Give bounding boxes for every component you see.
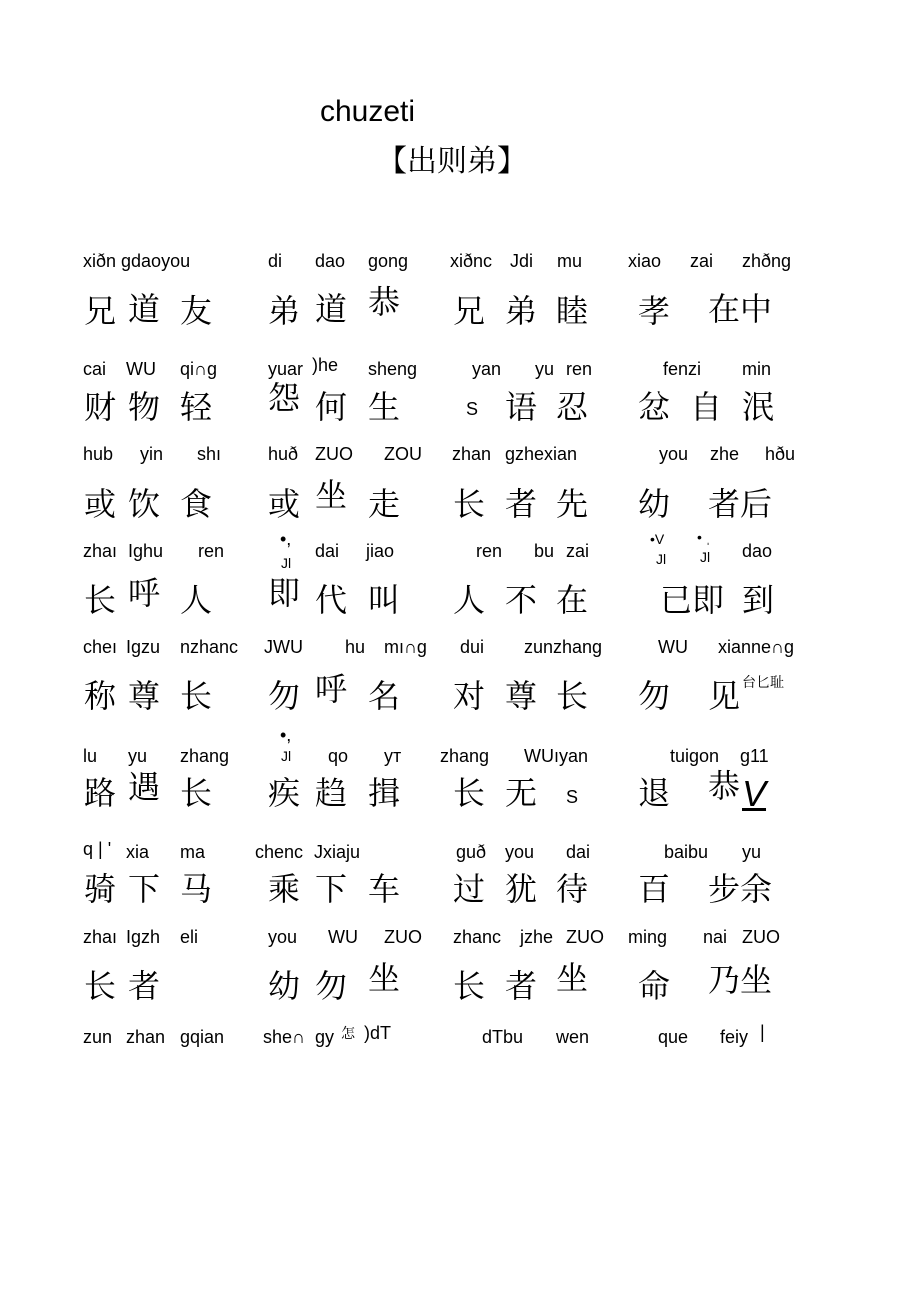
- pinyin: dTbu: [482, 1027, 524, 1047]
- pinyin: yu: [742, 842, 762, 862]
- hanzi: 名: [368, 677, 401, 715]
- pinyin: yт: [384, 746, 402, 766]
- hanzi: 者: [128, 967, 161, 1005]
- stray-mark: Jl: [281, 748, 292, 764]
- pinyin: ma: [180, 842, 206, 862]
- hanzi: 幼: [638, 485, 671, 523]
- hanzi: 语: [505, 388, 538, 426]
- pinyin: she∩: [263, 1027, 305, 1047]
- hanzi: 称: [84, 677, 117, 715]
- pinyin: gzhexian: [505, 444, 578, 464]
- pinyin: gqian: [180, 1027, 225, 1047]
- hanzi: 乘: [268, 870, 301, 908]
- pinyin: min: [742, 359, 772, 379]
- hanzi: 者: [505, 485, 538, 523]
- pinyin: xianne∩g: [718, 637, 794, 657]
- pinyin: ZUO: [566, 927, 604, 947]
- hanzi: 下: [128, 870, 161, 908]
- stray-mark: 怎: [341, 1025, 355, 1041]
- pinyin: yu: [128, 746, 148, 766]
- pinyin: tuigon: [670, 746, 720, 766]
- hanzi: 自: [690, 388, 723, 426]
- hanzi: 轻: [180, 388, 213, 426]
- hanzi: 勿: [315, 967, 348, 1005]
- hanzi: 长: [453, 967, 486, 1005]
- hanzi: 骑: [84, 870, 117, 908]
- hanzi: 到: [742, 581, 775, 619]
- hanzi: 不: [505, 581, 538, 619]
- stray-mark: • ˌ: [697, 529, 711, 545]
- pinyin: yin: [140, 444, 164, 464]
- pinyin: you: [505, 842, 535, 862]
- hanzi: 叫: [368, 581, 401, 619]
- pinyin: Jdi: [510, 251, 534, 271]
- hanzi: 车: [368, 870, 401, 908]
- hanzi: 泯: [742, 388, 775, 426]
- pinyin: dui: [460, 637, 485, 657]
- pinyin: chenc: [255, 842, 304, 862]
- hanzi: 呼: [128, 574, 161, 612]
- pinyin: gong: [368, 251, 409, 271]
- hanzi: 代: [315, 581, 348, 619]
- hanzi: 坐: [556, 959, 589, 997]
- hanzi: 先: [556, 485, 589, 523]
- hanzi: 退: [638, 774, 671, 812]
- hanzi: 下: [315, 870, 348, 908]
- hanzi: 恭: [368, 283, 401, 321]
- hanzi: 生: [368, 388, 401, 426]
- hanzi: 乃坐: [708, 961, 773, 999]
- hanzi: 者后: [708, 485, 773, 523]
- pinyin: baibu: [664, 842, 709, 862]
- stray-mark: Jl: [700, 549, 711, 565]
- hanzi: 在中: [708, 290, 773, 328]
- pinyin: ren: [198, 541, 225, 561]
- pinyin: Ighu: [128, 541, 164, 561]
- pinyin: ZOU: [384, 444, 422, 464]
- pinyin: jiao: [366, 541, 395, 561]
- pinyin: WU: [328, 927, 358, 947]
- hanzi: 长: [84, 581, 117, 619]
- hanzi: 命: [638, 967, 671, 1005]
- hanzi: 或: [268, 485, 301, 523]
- hanzi: 见: [708, 677, 741, 715]
- hanzi: 在: [556, 581, 589, 619]
- pinyin: )dT: [364, 1023, 391, 1043]
- hanzi: 坐: [315, 476, 348, 514]
- pinyin: zunzhang: [524, 637, 603, 657]
- hanzi: 者: [505, 967, 538, 1005]
- hanzi: 勿: [268, 677, 301, 715]
- hanzi: 遇: [128, 768, 161, 806]
- hanzi: 过: [453, 870, 486, 908]
- hanzi: 已即: [660, 581, 725, 619]
- pinyin: ren: [566, 359, 593, 379]
- pinyin: hub: [83, 444, 114, 464]
- pinyin: hu: [345, 637, 366, 657]
- pinyin: zhe: [710, 444, 740, 464]
- pinyin: xiðn gdaoyou: [83, 251, 191, 271]
- hanzi: 何: [315, 388, 348, 426]
- stray-mark: V: [742, 773, 767, 814]
- pinyin: zhang: [180, 746, 230, 766]
- hanzi: 犹: [505, 870, 538, 908]
- hanzi: 怨: [268, 379, 301, 417]
- pinyin: di: [268, 251, 283, 271]
- hanzi: 物: [128, 388, 161, 426]
- pinyin: fenzi: [663, 359, 702, 379]
- pinyin: qo: [328, 746, 349, 766]
- pinyin: guð: [456, 842, 487, 862]
- pinyin: yan: [472, 359, 502, 379]
- pinyin: qi∩g: [180, 359, 217, 379]
- hanzi: 睦: [556, 292, 589, 330]
- pinyin: Igzh: [126, 927, 161, 947]
- pinyin: zai: [566, 541, 590, 561]
- hanzi: 幼: [268, 967, 301, 1005]
- hanzi: 对: [453, 677, 486, 715]
- hanzi: 尊: [128, 677, 161, 715]
- hanzi: 待: [556, 870, 589, 908]
- pinyin: ZUO: [742, 927, 780, 947]
- hanzi: 食: [180, 485, 213, 523]
- pinyin: ren: [476, 541, 503, 561]
- hanzi: 恭: [708, 767, 741, 805]
- stray-mark: •,: [280, 529, 292, 549]
- pinyin: zhðng: [742, 251, 792, 271]
- stray-mark: Jl: [656, 551, 667, 567]
- pinyin: sheng: [368, 359, 418, 379]
- hanzi: 饮: [128, 485, 161, 523]
- pinyin: shı: [197, 444, 222, 464]
- hanzi: 友: [180, 292, 213, 330]
- pinyin: eli: [180, 927, 199, 947]
- pinyin: zhaı: [83, 927, 118, 947]
- hanzi: 兄: [84, 292, 117, 330]
- pinyin: xia: [126, 842, 150, 862]
- hanzi: 步余: [708, 870, 773, 908]
- hanzi: 孝: [638, 292, 671, 330]
- pinyin: lu: [83, 746, 98, 766]
- pinyin: mu: [557, 251, 583, 271]
- pinyin: jzhe: [520, 927, 554, 947]
- pinyin: dai: [315, 541, 340, 561]
- hanzi: 长: [180, 774, 213, 812]
- hanzi: 或: [84, 485, 117, 523]
- pinyin: dai: [566, 842, 591, 862]
- pinyin: zhan: [452, 444, 492, 464]
- stray-mark: Jl: [281, 555, 292, 571]
- pinyin: )he: [312, 355, 339, 375]
- doc-subtitle: 【出则弟】: [377, 144, 527, 179]
- hanzi: 长: [453, 774, 486, 812]
- pinyin: nai: [703, 927, 728, 947]
- pinyin: you: [268, 927, 298, 947]
- pinyin: zhaı: [83, 541, 118, 561]
- hanzi: 勿: [638, 677, 671, 715]
- hanzi: 弟: [268, 292, 301, 330]
- hanzi: 揖: [368, 774, 401, 812]
- hanzi: 即: [268, 574, 301, 612]
- hanzi: 长: [180, 677, 213, 715]
- pinyin: WU: [658, 637, 688, 657]
- hanzi: 长: [84, 967, 117, 1005]
- stray-mark: 台匕耻: [742, 674, 784, 690]
- hanzi: 疾: [268, 774, 301, 812]
- hanzi: 坐: [368, 959, 401, 997]
- hanzi: 道: [128, 290, 161, 328]
- hanzi: 弟: [505, 292, 538, 330]
- hanzi: 走: [368, 485, 401, 523]
- doc-title: chuzeti: [320, 95, 416, 128]
- hanzi: 呼: [315, 670, 348, 708]
- pinyin: ZUO: [384, 927, 422, 947]
- pinyin: Igzu: [126, 637, 161, 657]
- pinyin: huð: [268, 444, 299, 464]
- hanzi: 趋: [315, 774, 348, 812]
- pinyin: gy: [315, 1027, 335, 1047]
- hanzi: 兄: [453, 292, 486, 330]
- pinyin: zun: [83, 1027, 113, 1047]
- stray-mark: •,: [280, 725, 292, 745]
- pinyin: bu: [534, 541, 555, 561]
- pinyin: ZUO: [315, 444, 353, 464]
- pinyin: Jxiaju: [314, 842, 361, 862]
- pinyin: you: [659, 444, 689, 464]
- pinyin: g11: [740, 746, 769, 766]
- pinyin: xiðnc: [450, 251, 493, 271]
- hanzi: 路: [84, 774, 117, 812]
- pinyin: feiy: [720, 1027, 749, 1047]
- hanzi: 人: [453, 581, 486, 619]
- pinyin: wen: [556, 1027, 590, 1047]
- pinyin: mı∩g: [384, 637, 427, 657]
- pinyin: cai: [83, 359, 107, 379]
- pinyin: cheı: [83, 637, 118, 657]
- pinyin: zhan: [126, 1027, 166, 1047]
- hanzi: 无: [505, 774, 538, 812]
- stray-mark: S: [466, 399, 479, 419]
- hanzi: 尊: [505, 677, 538, 715]
- pinyin: hðu: [765, 444, 796, 464]
- hanzi: 财: [84, 388, 117, 426]
- pinyin: WU: [126, 359, 156, 379]
- pinyin: zhang: [440, 746, 490, 766]
- hanzi: 长: [556, 677, 589, 715]
- stray-mark: S: [566, 787, 579, 807]
- hanzi: 长: [453, 485, 486, 523]
- pinyin: xiao: [628, 251, 662, 271]
- pinyin: zai: [690, 251, 714, 271]
- hanzi: 百: [638, 870, 671, 908]
- pinyin: ming: [628, 927, 668, 947]
- pinyin: dao: [315, 251, 346, 271]
- hanzi: 忍: [556, 388, 589, 426]
- pinyin: dao: [742, 541, 773, 561]
- stray-mark: •V: [650, 531, 665, 547]
- hanzi: 人: [180, 581, 213, 619]
- hanzi: 马: [180, 870, 213, 908]
- pinyin: JWU: [264, 637, 303, 657]
- pinyin: nzhanc: [180, 637, 239, 657]
- pinyin: zhanc: [453, 927, 502, 947]
- pinyin: yuar: [268, 359, 304, 379]
- hanzi: 道: [315, 290, 348, 328]
- stray-mark: |: [760, 1022, 765, 1042]
- pinyin: yu: [535, 359, 555, 379]
- pinyin: WUıyan: [524, 746, 589, 766]
- pinyin: q | ': [83, 839, 112, 859]
- hanzi: 忿: [638, 388, 671, 426]
- pinyin: que: [658, 1027, 689, 1047]
